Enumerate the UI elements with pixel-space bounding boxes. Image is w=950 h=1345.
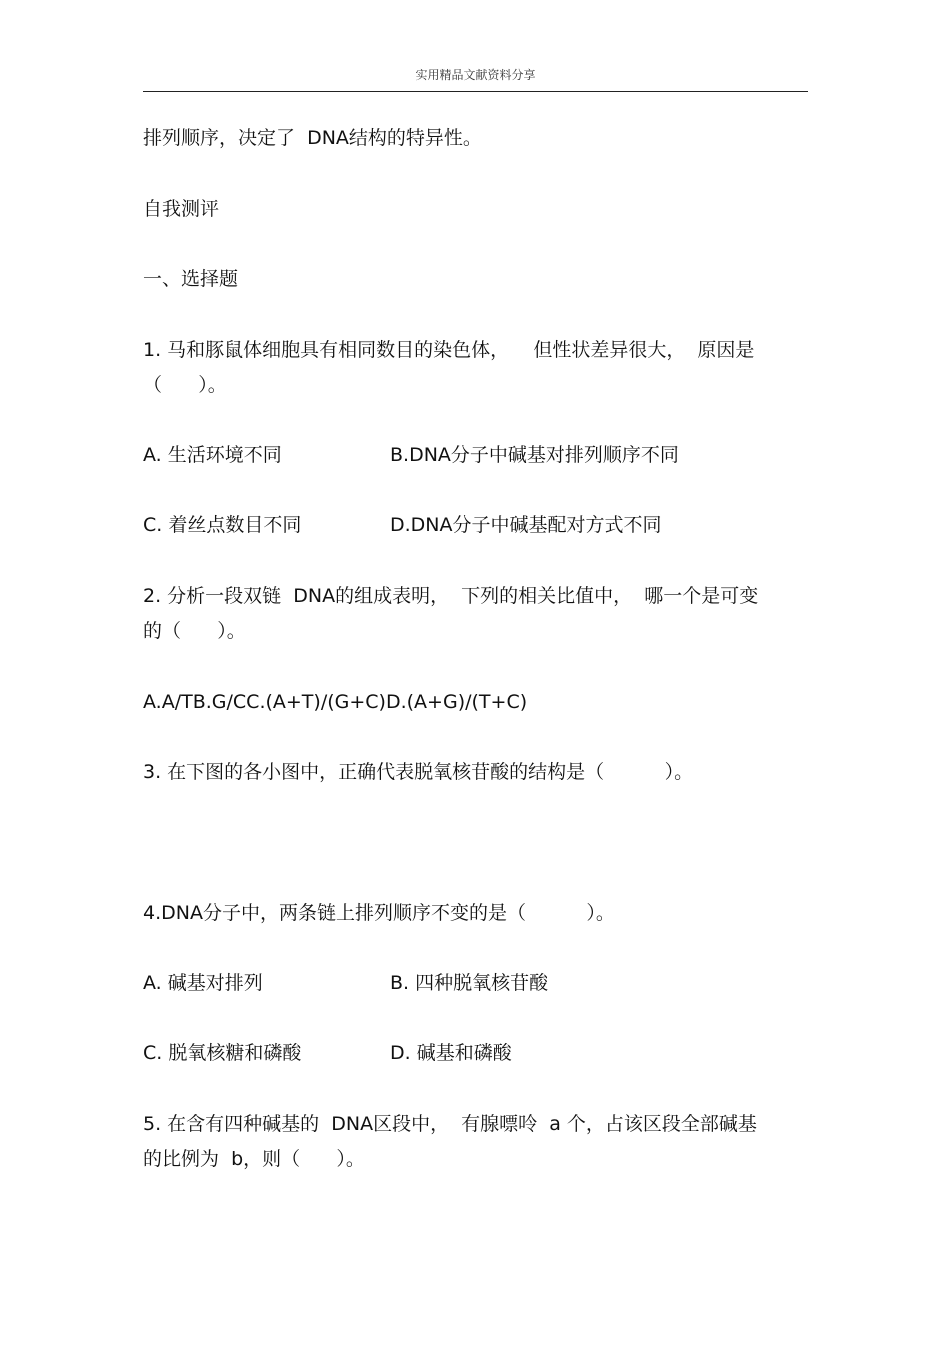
section-heading-self-evaluation: 自我测评	[143, 198, 220, 220]
question-3-text: 3. 在下图的各小图中，正确代表脱氧核苷酸的结构是（ ）。	[143, 761, 694, 783]
question-1-text: 1. 马和豚鼠体细胞具有相同数目的染色体， 但性状差异很大， 原因是	[143, 339, 755, 361]
question-2-options: A.A/TB.G/CC.(A+T)/(G+C)D.(A+G)/(T+C)	[143, 691, 528, 713]
question-4-option-d: D. 碱基和磷酸	[390, 1042, 512, 1064]
page-header-title: 实用精品文献资料分享	[415, 68, 536, 82]
header-divider	[143, 91, 808, 92]
question-1-option-a: A. 生活环境不同	[143, 444, 282, 466]
question-2-blank: 的（ ）。	[143, 620, 246, 642]
question-1-option-b: B.DNA分子中碱基对排列顺序不同	[390, 444, 679, 466]
question-4-text: 4.DNA分子中，两条链上排列顺序不变的是（ ）。	[143, 902, 615, 924]
question-4-option-a: A. 碱基对排列	[143, 972, 263, 994]
section-heading-multiple-choice: 一、选择题	[143, 268, 239, 290]
question-1-blank: （ ）。	[143, 374, 227, 396]
question-5-blank: 的比例为 b，则（ ）。	[143, 1148, 365, 1170]
question-5-text: 5. 在含有四种碱基的 DNA区段中， 有腺嘌呤 a 个，占该区段全部碱基	[143, 1113, 757, 1135]
question-4-option-b: B. 四种脱氧核苷酸	[390, 972, 549, 994]
question-1-option-d: D.DNA分子中碱基配对方式不同	[390, 514, 662, 536]
question-2-text: 2. 分析一段双链 DNA的组成表明， 下列的相关比值中， 哪一个是可变	[143, 585, 759, 607]
question-1-option-c: C. 着丝点数目不同	[143, 514, 302, 536]
question-4-option-c: C. 脱氧核糖和磷酸	[143, 1042, 302, 1064]
intro-line: 排列顺序，决定了 DNA结构的特异性。	[143, 127, 482, 149]
